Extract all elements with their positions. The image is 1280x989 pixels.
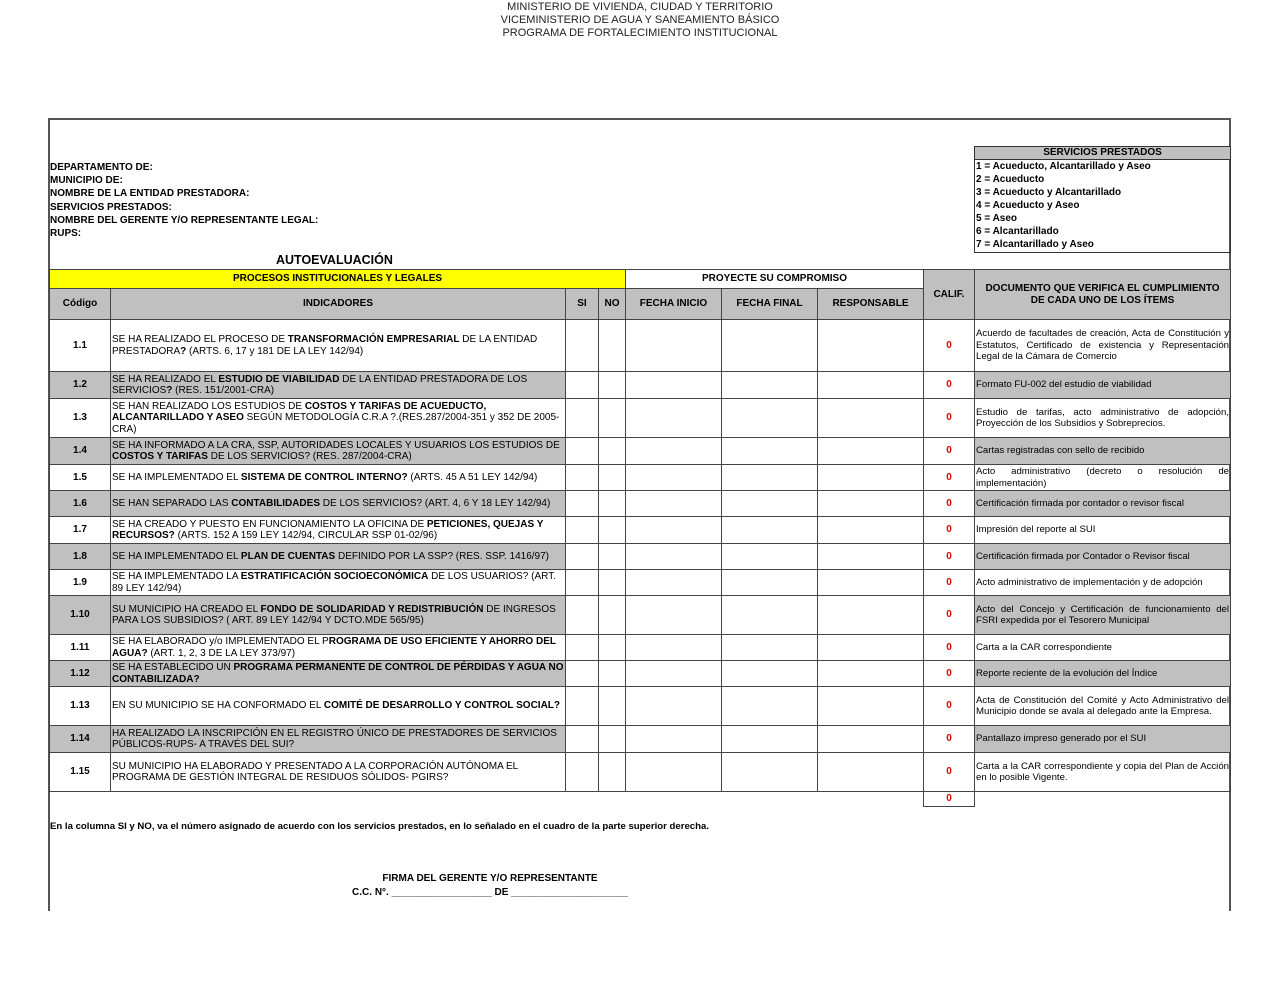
item-code: 1.15	[50, 753, 111, 792]
calif-value: 0	[924, 320, 975, 372]
calif-value: 0	[924, 635, 975, 661]
no-cell[interactable]	[599, 438, 626, 465]
start-date-cell[interactable]	[626, 438, 722, 465]
si-cell[interactable]	[566, 491, 599, 517]
end-date-cell[interactable]	[722, 320, 818, 372]
responsible-cell[interactable]	[818, 399, 924, 438]
verification-document: Acto del Concejo y Certificación de funcionamiento del FSRI expedida por el Tesorero Municipal	[975, 596, 1231, 635]
item-code: 1.1	[50, 320, 111, 372]
si-cell[interactable]	[566, 661, 599, 687]
indicator-text	[111, 544, 566, 570]
indicator-text	[111, 399, 566, 438]
si-cell[interactable]	[566, 465, 599, 491]
verification-document: Carta a la CAR correspondiente y copia del Plan de Acción en lo posible Vigente.	[975, 753, 1231, 792]
indicator-text	[111, 320, 566, 372]
column-header-responsible: RESPONSABLE	[818, 289, 924, 320]
item-code: 1.8	[50, 544, 111, 570]
services-legend-item: 6 = Alcantarillado	[976, 226, 1059, 237]
start-date-cell[interactable]	[626, 399, 722, 438]
program-title: PROGRAMA DE FORTALECIMIENTO INSTITUCIONAL	[502, 27, 778, 39]
table-row	[50, 687, 1231, 726]
table-row	[50, 399, 1231, 438]
indicator-text-segment: SU MUNICIPIO HA ELABORADO Y PRESENTADO A LA CORPORACIÓN AUTÓNOMA EL PROGRAMA DE GESTIÓN INTEGRAL DE RESIDUOS SÓLIDOS- PGIRS?	[112, 760, 518, 783]
si-cell[interactable]	[566, 399, 599, 438]
responsible-cell[interactable]	[818, 635, 924, 661]
services-legend-item: 3 = Acueducto y Alcantarillado	[976, 187, 1122, 198]
indicator-text-segment: SE HA ELABORADO y/o IMPLEMENTADO EL P	[112, 636, 329, 647]
end-date-cell[interactable]	[722, 726, 818, 753]
verification-document: Acto administrativo (decreto o resolución de implementación)	[976, 466, 1229, 489]
verification-document: Acta de Constitución del Comité y Acto Administrativo del Municipio donde se avala al delegado ante la Empresa.	[975, 687, 1231, 726]
table-row	[50, 544, 1231, 570]
verification-document: Impresión del reporte al SUI	[975, 517, 1231, 544]
viceministry-title: VICEMINISTERIO DE AGUA Y SANEAMIENTO BÁSICO	[500, 14, 780, 26]
verification-document: Certificación firmada por Contador o Revisor fiscal	[975, 544, 1231, 570]
entity-info	[50, 161, 318, 240]
indicator-text-segment: CONTABILIDADES	[231, 497, 320, 509]
start-date-cell[interactable]	[626, 517, 722, 544]
indicator-text-segment: SE HA IMPLEMENTADO EL	[112, 550, 241, 562]
indicator-text-segment: (ARTS. 152 A 159 LEY 142/94, CIRCULAR SSP 01-02/96)	[174, 530, 438, 541]
column-header-document: DOCUMENTO QUE VERIFICA EL CUMPLIMIENTO DE CADA UNO DE LOS ÍTEMS	[975, 270, 1231, 320]
municipality-label: MUNICIPIO DE:	[50, 175, 123, 187]
indicator-text-segment: ESTUDIO DE VIABILIDAD	[218, 373, 340, 385]
indicator-text	[111, 687, 566, 726]
department-label: DEPARTAMENTO DE:	[50, 162, 153, 173]
indicator-text-segment: DEFINIDO POR LA SSP? (RES. SSP. 1416/97)	[335, 550, 549, 562]
indicator-text-segment: (ARTS. 45 A 51 LEY 142/94)	[407, 471, 538, 483]
column-header-start-date: FECHA INICIO	[626, 289, 722, 320]
calif-value: 0	[924, 726, 975, 753]
start-date-cell[interactable]	[626, 544, 722, 570]
si-cell[interactable]	[566, 726, 599, 753]
end-date-cell[interactable]	[722, 372, 818, 399]
indicator-text-segment: TRANSFORMACIÓN EMPRESARIAL	[287, 334, 460, 345]
end-date-cell[interactable]	[722, 753, 818, 792]
services-legend-item: 2 = Acueducto	[976, 174, 1045, 185]
responsible-cell[interactable]	[818, 596, 924, 635]
responsible-cell[interactable]	[818, 517, 924, 544]
indicator-text-segment: SE HAN REALIZADO LOS ESTUDIOS DE	[112, 400, 305, 412]
no-cell[interactable]	[599, 635, 626, 661]
si-cell[interactable]	[566, 517, 599, 544]
services-legend-title: SERVICIOS PRESTADOS	[975, 147, 1230, 160]
instructions-note: En la columna SI y NO, va el número asignado de acuerdo con los servicios prestados, en lo señalado en el cuadro de la parte superior derecha.	[50, 821, 709, 832]
indicator-text	[111, 726, 566, 753]
table-row	[50, 661, 1231, 687]
indicator-text-segment: COMITÉ DE DESARROLLO Y CONTROL SOCIAL?	[323, 700, 561, 712]
indicator-text-segment: SE HA IMPLEMENTADO EL	[112, 471, 241, 483]
indicator-text-segment: SE HA CREADO Y PUESTO EN FUNCIONAMIENTO LA OFICINA DE	[112, 518, 427, 530]
services-legend	[974, 146, 1231, 253]
verification-document: Reporte reciente de la evolución del Índice	[975, 661, 1231, 687]
indicator-text	[111, 661, 566, 687]
indicator-text	[111, 491, 566, 517]
indicator-text-segment: DE LOS SERVICIOS? (ART. 4, 6 Y 18 LEY 142/94)	[320, 497, 551, 509]
item-code: 1.10	[50, 596, 111, 635]
manager-name-label: NOMBRE DEL GERENTE Y/O REPRESENTANTE LEGAL:	[50, 214, 319, 226]
column-header-si: SI	[566, 289, 599, 320]
indicator-text-segment: DE LOS USUARIOS? (ART. 89 LEY 142/94)	[112, 571, 556, 594]
no-cell[interactable]	[599, 399, 626, 438]
end-date-cell[interactable]	[722, 596, 818, 635]
responsible-cell[interactable]	[818, 465, 924, 491]
responsible-cell[interactable]	[818, 491, 924, 517]
table-row	[50, 726, 1231, 753]
indicator-text-segment: SE HA REALIZADO EL PROCESO DE	[112, 334, 288, 345]
calif-value: 0	[924, 517, 975, 544]
calif-value: 0	[924, 596, 975, 635]
table-row	[50, 438, 1231, 465]
start-date-cell[interactable]	[626, 372, 722, 399]
indicator-text-segment: ?	[166, 385, 173, 396]
rups-label: RUPS:	[50, 228, 82, 240]
si-cell[interactable]	[566, 544, 599, 570]
indicator-text-segment: SE HA IMPLEMENTADO LA	[112, 571, 241, 582]
indicator-text-segment: (RES. 151/2001-CRA)	[172, 385, 275, 396]
indicator-text-segment: PETICIONES, QUEJAS Y RECURSOS?	[112, 518, 544, 541]
indicator-text-segment: EN SU MUNICIPIO SE HA CONFORMADO EL	[112, 700, 324, 712]
indicator-text-segment: (ART. 1, 2, 3 DE LA LEY 373/97)	[147, 647, 296, 659]
table-row	[50, 753, 1231, 792]
table-row	[50, 372, 1231, 399]
calif-value: 0	[924, 570, 975, 596]
table-row	[50, 596, 1231, 635]
calif-value: 0	[924, 491, 975, 517]
end-date-cell[interactable]	[722, 544, 818, 570]
services-legend-item: 1 = Acueducto, Alcantarillado y Aseo	[976, 161, 1151, 172]
signature-title: FIRMA DEL GERENTE Y/O REPRESENTANTE	[382, 873, 598, 884]
si-cell[interactable]	[566, 438, 599, 465]
responsible-cell[interactable]	[818, 661, 924, 687]
end-date-cell[interactable]	[722, 517, 818, 544]
start-date-cell[interactable]	[626, 635, 722, 661]
start-date-cell[interactable]	[626, 491, 722, 517]
form-title: AUTOEVALUACIÓN	[276, 253, 393, 267]
end-date-cell[interactable]	[722, 570, 818, 596]
calif-value: 0	[924, 372, 975, 399]
responsible-cell[interactable]	[818, 438, 924, 465]
si-cell[interactable]	[566, 753, 599, 792]
table-row	[50, 517, 1231, 544]
entity-name-label: NOMBRE DE LA ENTIDAD PRESTADORA:	[50, 188, 250, 200]
item-code: 1.12	[50, 661, 111, 687]
indicator-text-segment: PLAN DE CUENTAS	[240, 550, 336, 562]
end-date-cell[interactable]	[722, 661, 818, 687]
start-date-cell[interactable]	[626, 661, 722, 687]
verification-document: Acto administrativo de implementación y de adopción	[975, 570, 1231, 596]
item-code: 1.4	[50, 438, 111, 465]
calif-value: 0	[924, 544, 975, 570]
indicator-text-segment: SE HA REALIZADO EL	[112, 373, 219, 385]
start-date-cell[interactable]	[626, 726, 722, 753]
indicator-text	[111, 438, 566, 465]
verification-document: Certificación firmada por contador o revisor fiscal	[975, 491, 1231, 517]
signature-id-line[interactable]: C.C. N°. __________________ DE _____________________	[352, 887, 628, 898]
end-date-cell[interactable]	[722, 399, 818, 438]
indicator-text-segment: PROGRAMA PERMANENTE DE CONTROL DE PÉRDIDAS Y AGUA NO CONTABILIZADA?	[112, 662, 564, 685]
indicator-text-segment: DE LA ENTIDAD PRESTADORA	[112, 334, 538, 357]
responsible-cell[interactable]	[818, 320, 924, 372]
indicator-text-segment: SEGÚN METODOLOGÍA C.R.A ?.(RES.287/2004-351 y 352 DE 2005- CRA)	[112, 412, 560, 435]
indicator-text	[111, 465, 566, 491]
indicator-text-segment: SU MUNICIPIO HA CREADO EL	[112, 603, 261, 615]
responsible-cell[interactable]	[818, 753, 924, 792]
evaluation-table	[49, 269, 1231, 807]
verification-document: Pantallazo impreso generado por el SUI	[975, 726, 1231, 753]
indicator-text-segment: ?	[180, 345, 187, 357]
indicator-text-segment: FONDO DE SOLIDARIDAD Y REDISTRIBUCIÓN	[260, 603, 484, 615]
si-cell[interactable]	[566, 570, 599, 596]
end-date-cell[interactable]	[722, 687, 818, 726]
si-cell[interactable]	[566, 635, 599, 661]
group-header-processes: PROCESOS INSTITUCIONALES Y LEGALES	[50, 270, 626, 289]
responsible-cell[interactable]	[818, 372, 924, 399]
calif-value: 0	[924, 753, 975, 792]
services-label: SERVICIOS PRESTADOS:	[50, 201, 172, 213]
indicator-text-segment: ESTRATIFICACIÓN SOCIOECONÓMICA	[240, 571, 429, 582]
indicator-text-segment: ROGRAMA DE USO EFICIENTE Y AHORRO DEL AGUA?	[112, 636, 556, 659]
indicator-text-segment: DE INGRESOS PARA LOS SUBSIDIOS? ( ART. 89 LEY 142/94 Y DCTO.MDE 565/95)	[112, 603, 556, 626]
verification-document: Estudio de tarifas, acto administrativo de adopción, Proyección de los Subsidios y Sobreprecios.	[975, 399, 1231, 438]
no-cell[interactable]	[599, 661, 626, 687]
start-date-cell[interactable]	[626, 320, 722, 372]
indicator-text	[111, 570, 566, 596]
ministry-title: MINISTERIO DE VIVIENDA, CIUDAD Y TERRITORIO	[507, 1, 773, 13]
signature-block	[340, 872, 640, 900]
no-cell[interactable]	[599, 544, 626, 570]
no-cell[interactable]	[599, 570, 626, 596]
indicator-text-segment: SE HAN SEPARADO LAS	[112, 497, 232, 509]
column-header-calif: CALIF.	[924, 270, 975, 320]
indicator-text-segment: COSTOS Y TARIFAS	[112, 451, 208, 462]
item-code: 1.7	[50, 517, 111, 544]
column-header-code: Código	[50, 289, 111, 320]
calif-value: 0	[924, 661, 975, 687]
item-code: 1.6	[50, 491, 111, 517]
no-cell[interactable]	[599, 517, 626, 544]
no-cell[interactable]	[599, 320, 626, 372]
indicator-text-segment: SE HA ESTABLECIDO UN	[112, 662, 234, 673]
item-code: 1.13	[50, 687, 111, 726]
si-cell[interactable]	[566, 687, 599, 726]
indicator-text	[111, 635, 566, 661]
indicator-text	[111, 517, 566, 544]
indicator-text-segment: (ARTS. 6, 17 y 181 DE LA LEY 142/94)	[186, 345, 364, 357]
item-code: 1.11	[50, 635, 111, 661]
indicator-text-segment: SISTEMA DE CONTROL INTERNO?	[240, 471, 408, 483]
services-legend-item: 7 = Alcantarillado y Aseo	[976, 239, 1094, 250]
no-cell[interactable]	[599, 753, 626, 792]
table-row	[50, 635, 1231, 661]
calif-total: 0	[924, 792, 975, 807]
start-date-cell[interactable]	[626, 465, 722, 491]
services-legend-item: 5 = Aseo	[976, 213, 1018, 224]
indicator-text	[111, 372, 566, 399]
start-date-cell[interactable]	[626, 687, 722, 726]
start-date-cell[interactable]	[626, 753, 722, 792]
responsible-cell[interactable]	[818, 726, 924, 753]
frame-border	[48, 118, 1231, 120]
calif-value: 0	[924, 687, 975, 726]
table-row	[50, 465, 1231, 491]
table-row	[50, 570, 1231, 596]
item-code: 1.9	[50, 570, 111, 596]
start-date-cell[interactable]	[626, 596, 722, 635]
no-cell[interactable]	[599, 596, 626, 635]
blank-cell	[975, 792, 1231, 807]
indicator-text-segment: DE LA ENTIDAD PRESTADORA DE LOS SERVICIOS	[112, 373, 528, 396]
verification-document: Formato FU-002 del estudio de viabilidad	[975, 372, 1231, 399]
column-header-indicators: INDICADORES	[111, 289, 566, 320]
no-cell[interactable]	[599, 726, 626, 753]
item-code: 1.14	[50, 726, 111, 753]
responsible-cell[interactable]	[818, 570, 924, 596]
verification-document: Acuerdo de facultades de creación, Acta de Constitución y Estatutos, Certificado de existencia y Representación Legal de la Cámara de Comercio	[975, 320, 1231, 372]
indicator-text-segment: COSTOS Y TARIFAS DE ACUEDUCTO, ALCANTARILLADO Y ASEO	[112, 400, 487, 424]
column-header-end-date: FECHA FINAL	[722, 289, 818, 320]
end-date-cell[interactable]	[722, 635, 818, 661]
si-cell[interactable]	[566, 596, 599, 635]
indicator-text	[111, 596, 566, 635]
table-row	[50, 491, 1231, 517]
services-legend-item: 4 = Acueducto y Aseo	[976, 200, 1080, 211]
table-row	[50, 320, 1231, 372]
no-cell[interactable]	[599, 465, 626, 491]
start-date-cell[interactable]	[626, 570, 722, 596]
calif-value: 0	[924, 465, 975, 491]
no-cell[interactable]	[599, 491, 626, 517]
blank-cell	[50, 792, 924, 807]
indicator-text-segment: DE LOS SERVICIOS? (RES. 287/2004-CRA)	[207, 451, 412, 462]
item-code: 1.5	[50, 465, 111, 491]
responsible-cell[interactable]	[818, 687, 924, 726]
verification-document: Cartas registradas con sello de recibido	[975, 438, 1231, 465]
si-cell[interactable]	[566, 320, 599, 372]
si-cell[interactable]	[566, 372, 599, 399]
end-date-cell[interactable]	[722, 438, 818, 465]
no-cell[interactable]	[599, 687, 626, 726]
indicator-text	[111, 753, 566, 792]
responsible-cell[interactable]	[818, 544, 924, 570]
no-cell[interactable]	[599, 372, 626, 399]
column-header-no: NO	[599, 289, 626, 320]
end-date-cell[interactable]	[722, 491, 818, 517]
end-date-cell[interactable]	[722, 465, 818, 491]
item-code: 1.3	[50, 399, 111, 438]
indicator-text-segment: SE HA INFORMADO A LA CRA, SSP, AUTORIDADES LOCALES Y USUARIOS LOS ESTUDIOS DE	[112, 439, 560, 451]
calif-value: 0	[924, 438, 975, 465]
group-header-commitment: PROYECTE SU COMPROMISO	[626, 270, 924, 289]
calif-value: 0	[924, 399, 975, 438]
indicator-text-segment: HA REALIZADO LA INSCRIPCIÓN EN EL REGISTRO ÚNICO DE PRESTADORES DE SERVICIOS PÚBLICOS-RUPS- A TRAVÉS DEL SUI?	[112, 727, 557, 750]
item-code: 1.2	[50, 372, 111, 399]
verification-document: Carta a la CAR correspondiente	[975, 635, 1231, 661]
